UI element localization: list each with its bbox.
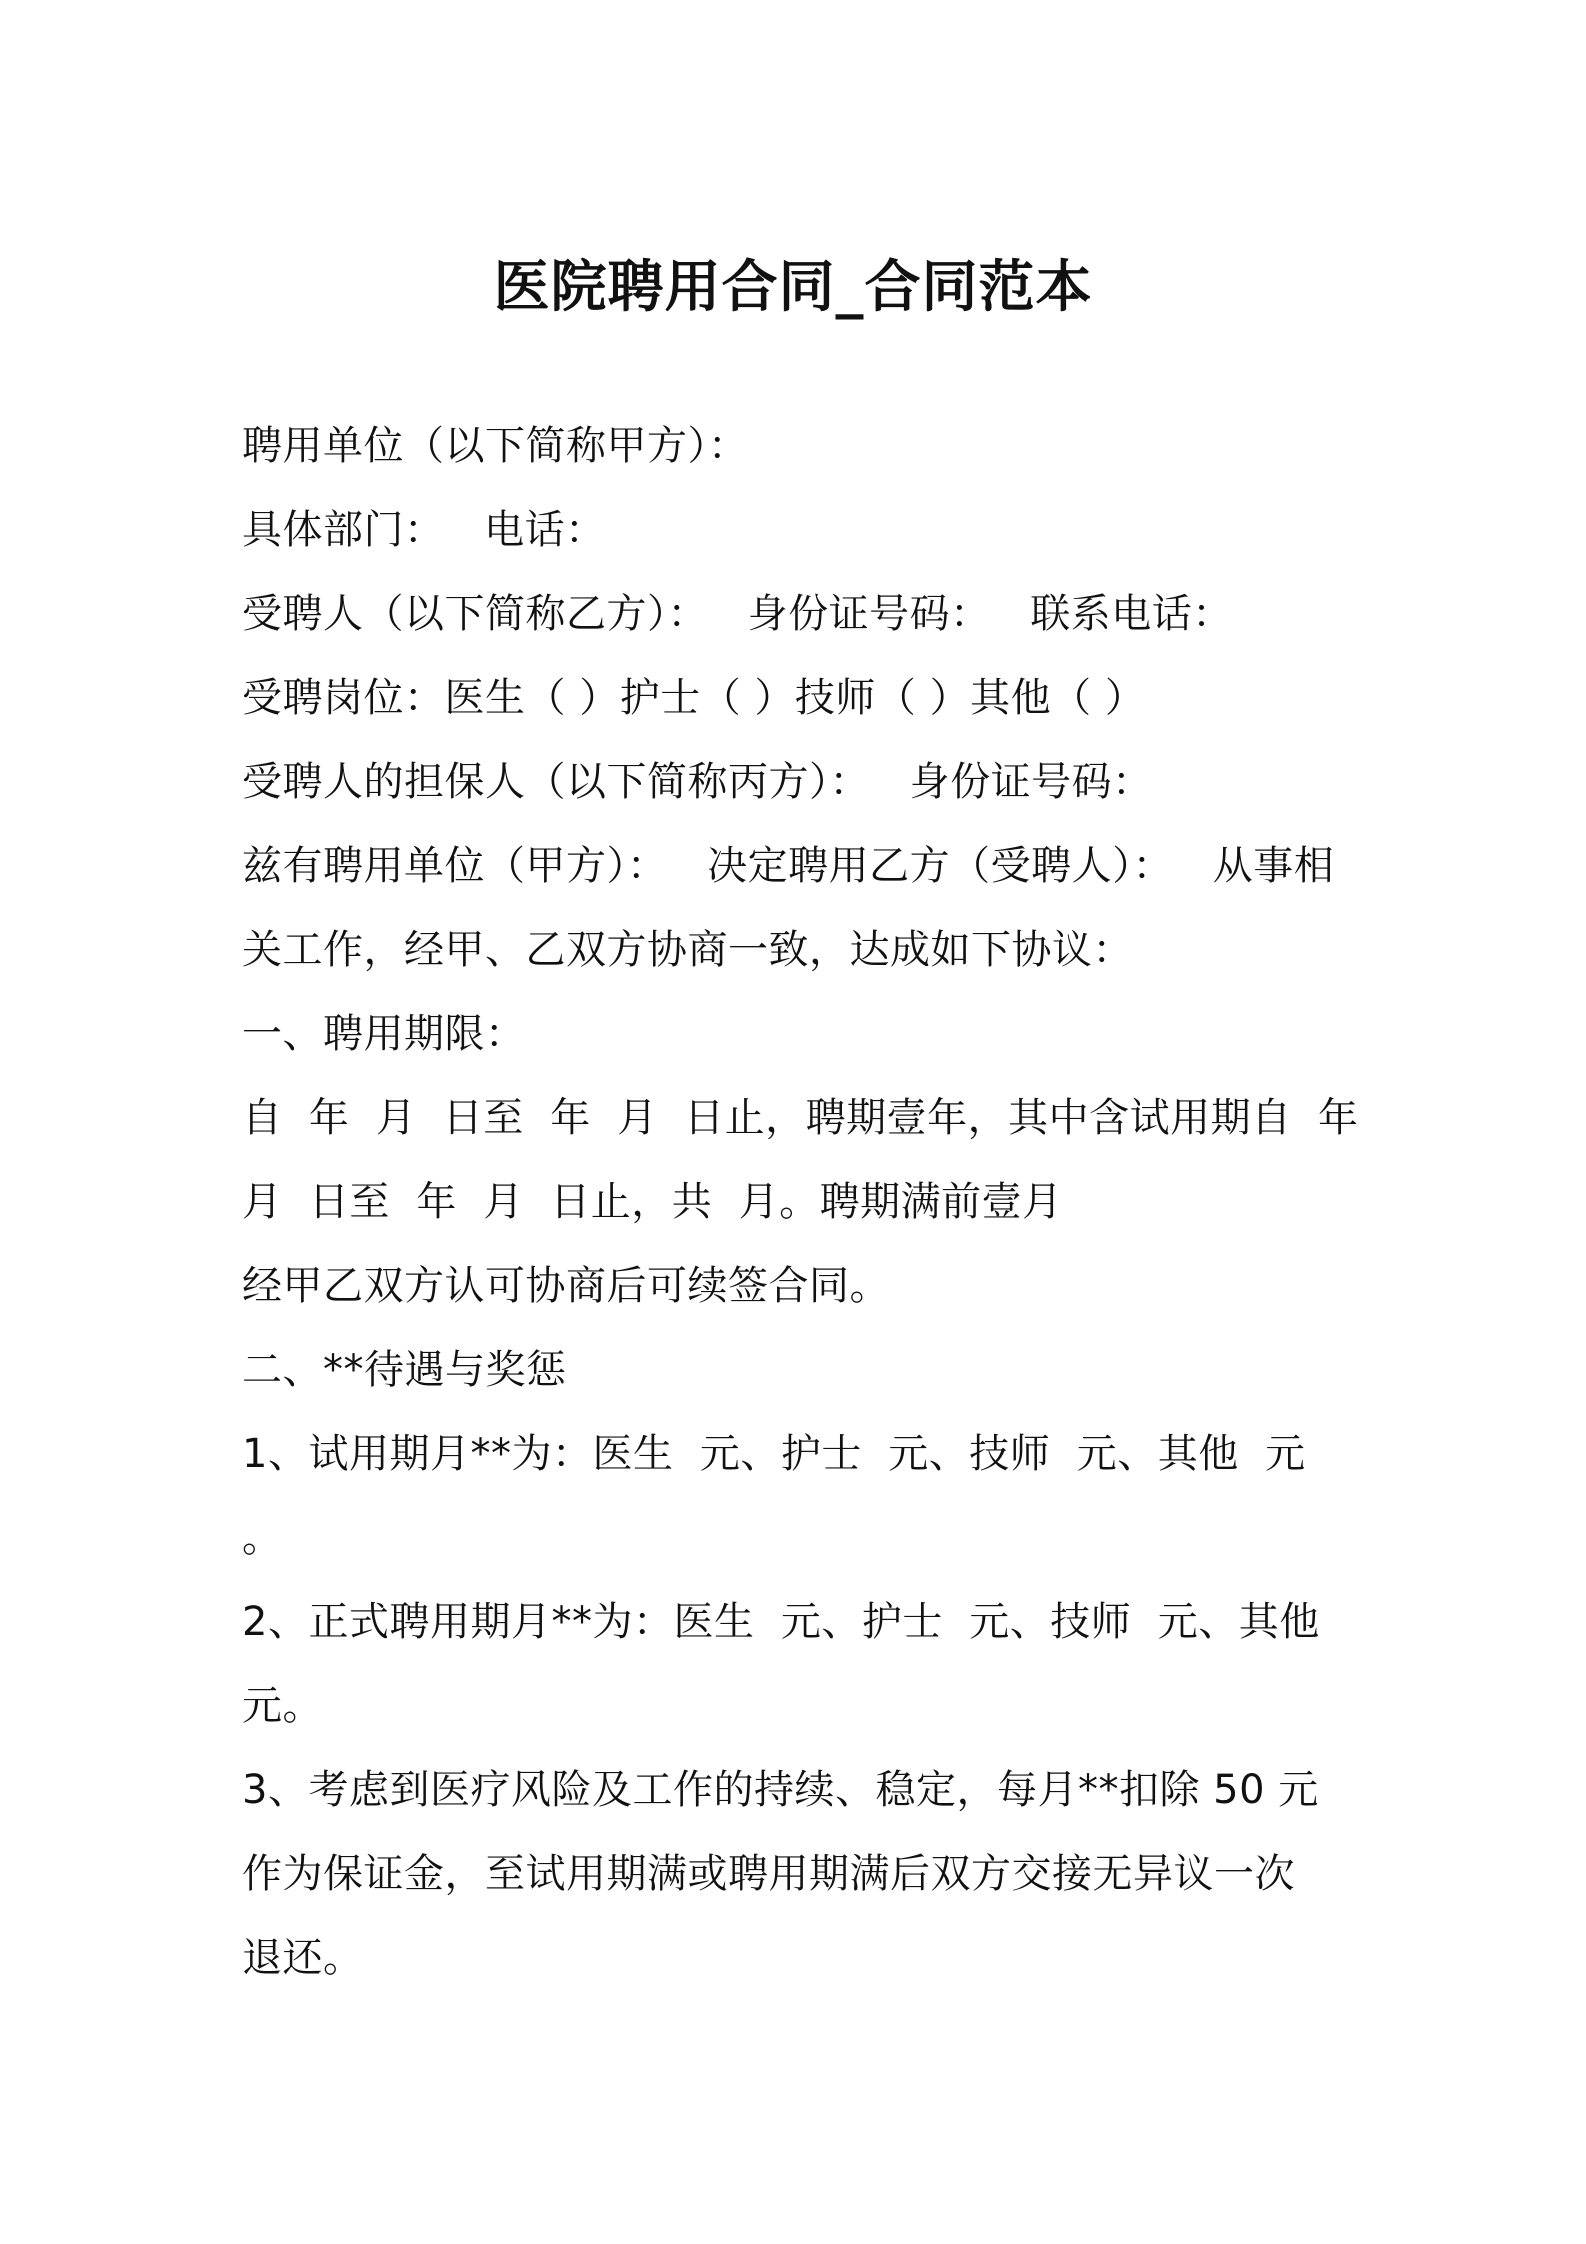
- line-deposit-1: 3、考虑到医疗风险及工作的持续、稳定，每月**扣除 50 元: [242, 1767, 1319, 1813]
- line-deposit-3: 退还。: [242, 1935, 364, 1981]
- line-pay-probation-1: 1、试用期月**为：医生 元、护士 元、技师 元、其他 元: [242, 1431, 1306, 1477]
- line-deposit-2: 作为保证金，至试用期满或聘用期满后双方交接无异议一次: [242, 1851, 1295, 1897]
- document-title: 医院聘用合同_合同范本: [493, 255, 1093, 320]
- line-employee-info: 受聘人（以下简称乙方）： 身份证号码： 联系电话：: [242, 591, 1233, 637]
- section-heading-pay: 二、**待遇与奖惩: [242, 1347, 567, 1393]
- line-pay-formal-2: 元。: [242, 1683, 323, 1729]
- line-term-3: 经甲乙双方认可协商后可续签合同。: [242, 1263, 890, 1309]
- line-pay-formal-1: 2、正式聘用期月**为：医生 元、护士 元、技师 元、其他: [242, 1599, 1320, 1645]
- line-pay-probation-2: 。: [242, 1515, 283, 1561]
- line-guarantor: 受聘人的担保人（以下简称丙方）： 身份证号码：: [242, 759, 1153, 805]
- line-agreement-intro-2: 关工作，经甲、乙双方协商一致，达成如下协议：: [242, 927, 1133, 973]
- contract-body: [242, 404, 1359, 2000]
- line-agreement-intro-1: 兹有聘用单位（甲方）： 决定聘用乙方（受聘人）： 从事相: [242, 843, 1335, 889]
- line-department-phone: 具体部门： 电话：: [242, 507, 606, 553]
- line-employer: 聘用单位（以下简称甲方）：: [242, 423, 749, 469]
- line-position: 受聘岗位：医生（ ）护士（ ）技师（ ）其他（ ）: [242, 675, 1146, 721]
- section-heading-term: 一、聘用期限：: [242, 1011, 526, 1057]
- line-term-1: 自 年 月 日至 年 月 日止，聘期壹年，其中含试用期自 年: [242, 1095, 1359, 1141]
- line-term-2: 月 日至 年 月 日止，共 月。聘期满前壹月: [242, 1179, 1063, 1225]
